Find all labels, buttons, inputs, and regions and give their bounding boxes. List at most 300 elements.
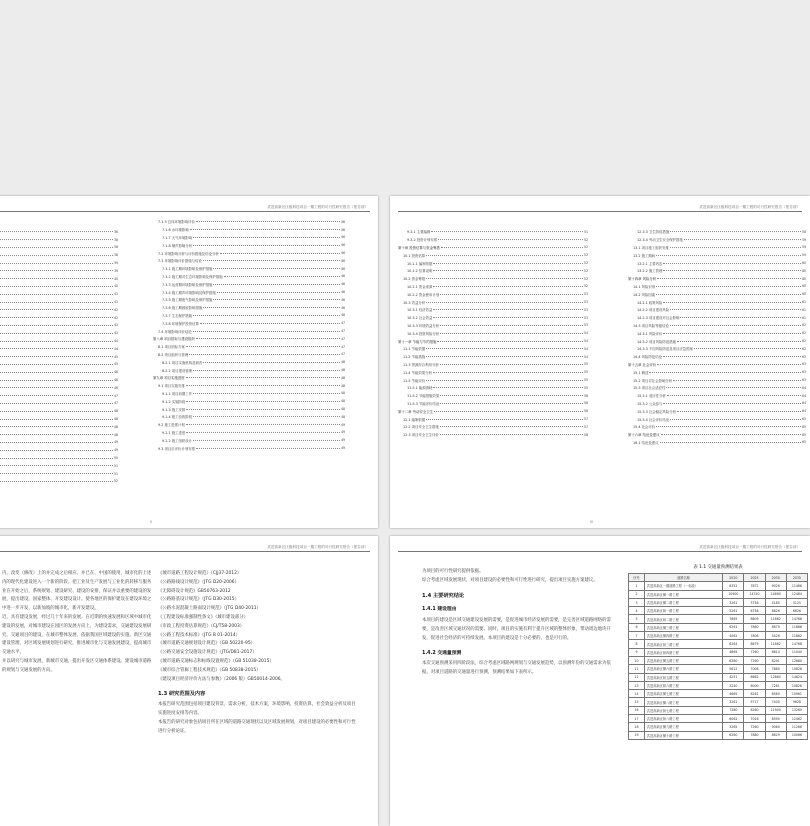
toc-entry-page: 60: [801, 276, 806, 281]
table-cell: 4: [629, 607, 645, 615]
toc-leader-dots: [663, 332, 801, 334]
toc-entry-page: 48: [113, 432, 118, 437]
toc-leader-dots: [440, 293, 583, 295]
toc-entry: [0, 306, 118, 314]
toc-entry: [0, 439, 118, 447]
toc-entry: [0, 470, 118, 478]
toc-entry: [153, 436, 345, 444]
toc-entry-page: 48: [113, 409, 118, 414]
toc-leader-dots: [0, 418, 113, 420]
toc-entry: [398, 259, 588, 267]
toc-entry: [0, 267, 118, 275]
toc-entry-page: 47: [340, 321, 345, 326]
toc-entry: [153, 374, 345, 382]
table-cell: 武进高新区横二路工程: [644, 598, 722, 606]
toc-entry-title: 11.5.2 节能措施效果: [407, 394, 440, 399]
toc-entry-page: 56: [583, 409, 588, 414]
table-cell: 3261: [723, 698, 744, 706]
toc-entry-title: 14.2 风险因素: [633, 292, 656, 297]
header-divider: [0, 211, 370, 212]
table-row: [629, 715, 808, 723]
toc-leader-dots: [0, 238, 113, 240]
toc-entry: [153, 257, 345, 265]
toc-entry-title: 7.3.5 施工期废气影响及保护措施: [162, 298, 213, 303]
toc-entry-page: 59: [801, 237, 806, 242]
toc-entry: [153, 280, 345, 288]
toc-entry-page: 61: [801, 307, 806, 312]
toc-entry: [398, 244, 588, 252]
toc-entry: [0, 431, 118, 439]
table-cell: 11466: [786, 582, 807, 590]
table-row: [629, 665, 808, 673]
toc-leader-dots: [433, 262, 583, 264]
toc-entry: [398, 251, 588, 259]
toc-entry: [628, 228, 806, 236]
table-row: [629, 673, 808, 681]
toc-leader-dots: [433, 308, 583, 310]
toc-entry-page: 63: [801, 378, 806, 383]
toc-entry-page: 59: [801, 245, 806, 250]
table-cell: 4685: [723, 690, 744, 698]
toc-entry: [0, 446, 118, 454]
toc-entry: [628, 275, 806, 283]
toc-entry-title: 10.3.3 环境效益分析: [407, 323, 440, 328]
table-cell: 武进高新区纵六路工程: [644, 681, 722, 689]
toc-entry: [0, 244, 118, 252]
toc-leader-dots: [193, 369, 340, 371]
table-cell: 4062: [723, 632, 744, 640]
table-cell: 武进高新区横四路工程: [644, 632, 722, 640]
toc-entry-page: 46: [340, 297, 345, 302]
table-cell: 7880: [744, 731, 765, 739]
toc-entry: [398, 275, 588, 283]
table-row: [629, 640, 808, 648]
table-row: [629, 623, 808, 631]
reference-item: 《城市道路工程设计规范》（CJJ37-2012）: [158, 571, 242, 576]
table-cell: 武进高新区纵三路工程: [644, 640, 722, 648]
table-cell: 武进高新区纵二路工程: [644, 615, 722, 623]
table-cell: 12: [629, 673, 645, 681]
toc-entry-page: 52: [583, 276, 588, 281]
toc-entry-title: 15.3.4 社会评价结论: [637, 417, 670, 422]
toc-entry-title: 12.3 项目安全卫生评价: [403, 433, 439, 438]
table-row: [629, 607, 808, 615]
toc-leader-dots: [663, 301, 801, 303]
toc-entry-title: 13.2 施工期间: [633, 253, 656, 258]
table-row: [629, 706, 808, 714]
toc-entry: [153, 429, 345, 437]
table-cell: 9: [629, 648, 645, 656]
toc-entry: [398, 322, 588, 330]
toc-leader-dots: [193, 392, 340, 394]
table-cell: 9060: [765, 723, 786, 731]
table-cell: 7261: [765, 681, 786, 689]
toc-leader-dots: [0, 332, 113, 334]
toc-entry-page: 50: [113, 456, 118, 460]
toc-entry: [628, 259, 806, 267]
toc-entry-page: 52: [583, 268, 588, 273]
toc-entry-page: 62: [801, 346, 806, 351]
toc-entry-title: 10.1.1 编制依据: [407, 261, 433, 266]
toc-leader-dots: [656, 425, 801, 427]
table-cell: 6826: [765, 607, 786, 615]
toc-entry: [398, 400, 588, 408]
table-cell: 17: [629, 715, 645, 723]
toc-entry: [153, 234, 345, 242]
table-cell: 武进高新区横五路工程: [644, 656, 722, 664]
toc-leader-dots: [213, 283, 340, 285]
toc-entry: [0, 353, 118, 361]
toc-leader-dots: [0, 433, 113, 435]
reference-item: 《建设项目经济评价方法与参数》（2006 版）GB50014-2006。: [158, 676, 285, 682]
table-cell: 5: [629, 615, 645, 623]
toc-entry-page: 54: [583, 331, 588, 336]
table-cell: 6260: [723, 731, 744, 739]
toc-entry: [0, 329, 118, 337]
toc-entry-title: 第十五章 社会评价: [628, 362, 657, 367]
table-cell: 7290: [744, 656, 765, 664]
toc-entry-page: 60: [801, 284, 806, 289]
toc-entry-page: 48: [340, 407, 345, 412]
toc-leader-dots: [186, 345, 340, 347]
table-cell: 10900: [723, 590, 744, 598]
table-cell: 7260: [744, 648, 765, 656]
toc-entry-page: 46: [340, 282, 345, 287]
toc-entry-page: 62: [801, 323, 806, 328]
toc-entry-title: 11.3 资源综合利用分析: [403, 362, 439, 367]
toc-entry-title: 7.3.6 施工期固废影响措施: [162, 306, 203, 311]
toc-entry-title: 第十六章 结论及建议: [628, 433, 660, 438]
toc-entry-title: 12.3.4 劳动卫生安全保护措施: [637, 238, 683, 243]
toc-entry-page: 64: [801, 401, 806, 406]
toc-entry-page: 44: [113, 339, 118, 344]
toc-entry: [398, 267, 588, 275]
toc-entry-title: 14.2.3 项目建设对社会影响: [637, 316, 680, 321]
table-header-cell: 2020: [723, 574, 744, 582]
toc-entry-title: 9.1.4 竣工验收阶段: [162, 415, 193, 420]
toc-entry-page: 45: [113, 354, 118, 359]
toc-entry-page: 47: [113, 393, 118, 398]
toc-leader-dots: [440, 425, 583, 427]
table-cell: 6756: [744, 607, 765, 615]
body-paragraph: 本报告的研究对象包括项目所在区域的道路交通现状以及区域发展规划，对项目建设的必要性和可行性进行分析论证。: [158, 719, 356, 734]
table-cell: 5125: [786, 598, 807, 606]
toc-entry: [628, 236, 806, 244]
toc-entry: [398, 392, 588, 400]
toc-entry: [628, 376, 806, 384]
toc-entry-page: 46: [340, 251, 345, 256]
toc-entry: [628, 251, 806, 259]
table-header-row: [629, 574, 808, 582]
toc-leader-dots: [0, 371, 113, 373]
toc-entry: [628, 368, 806, 376]
toc-entry-page: 54: [583, 354, 588, 359]
toc-entry-title: 14.2.1 政策风险: [637, 300, 663, 305]
toc-leader-dots: [0, 464, 113, 466]
toc-entry-title: 10.3.1 经济效益: [407, 308, 433, 313]
toc-leader-dots: [224, 275, 340, 277]
toc-entry: [398, 415, 588, 423]
toc-leader-dots: [0, 269, 113, 271]
toc-entry-title: 14.3.3 不同风险防范及项目应急预案: [637, 347, 693, 352]
table-cell: 12860: [765, 673, 786, 681]
toc-entry-title: 第九章 项目实施进度: [153, 376, 185, 381]
toc-entry: [0, 345, 118, 353]
toc-leader-dots: [193, 330, 340, 332]
toc-leader-dots: [0, 308, 113, 310]
toc-leader-dots: [0, 293, 113, 295]
toc-leader-dots: [677, 340, 801, 342]
toc-entry-title: 15.3.1 适应性分析: [637, 394, 666, 399]
reference-item: 《公路路基设计规范》（JTG D30-2015）: [158, 597, 239, 603]
toc-entry-page: 36: [113, 229, 118, 234]
toc-leader-dots: [0, 316, 113, 318]
toc-leader-dots: [0, 277, 113, 279]
table-cell: 14624: [786, 673, 807, 681]
toc-entry-page: 62: [801, 331, 806, 336]
toc-entry-title: 第十二章 劳动安全卫生: [398, 409, 433, 414]
toc-entry: [153, 358, 345, 366]
document-page-2: [390, 196, 810, 528]
toc-entry: [398, 353, 588, 361]
toc-entry-page: 48: [340, 360, 345, 365]
toc-entry-page: 65: [801, 432, 806, 437]
toc-entry-title: 7.1.5 总体环境影响评价: [158, 220, 195, 225]
table-cell: 武进高新区纵一路工程: [644, 607, 722, 615]
toc-leader-dots: [196, 447, 340, 449]
table-cell: 11900: [765, 706, 786, 714]
table-cell: 11266: [786, 723, 807, 731]
toc-entry-page: 54: [583, 346, 588, 351]
toc-entry: [398, 376, 588, 384]
toc-entry-page: 52: [583, 284, 588, 289]
toc-leader-dots: [426, 379, 583, 381]
toc-entry: [628, 314, 806, 322]
toc-entry: [153, 296, 345, 304]
table-cell: 3265: [723, 723, 744, 731]
toc-entry: [0, 361, 118, 369]
toc-leader-dots: [433, 269, 583, 271]
toc-entry-title: 9.1.3 施工安排: [162, 407, 186, 412]
toc-entry-page: 49: [340, 430, 345, 435]
toc-entry-page: 51: [113, 463, 118, 468]
toc-entry-page: 55: [583, 370, 588, 375]
toc-entry: [153, 312, 345, 320]
toc-leader-dots: [680, 316, 801, 318]
toc-entry: [628, 322, 806, 330]
table-cell: 11866: [786, 623, 807, 631]
toc-entry-page: 58: [801, 229, 806, 234]
toc-entry: [0, 462, 118, 470]
toc-entry-page: 48: [340, 399, 345, 404]
toc-entry-title: 14.3.1 风险评价: [637, 331, 663, 336]
toc-entry: [628, 392, 806, 400]
toc-left-column: [398, 228, 588, 439]
toc-entry: [628, 415, 806, 423]
toc-entry-title: 14.3 项目风险等级结论: [633, 323, 669, 328]
toc-entry-page: 46: [340, 235, 345, 240]
table-cell: 6264: [723, 640, 744, 648]
toc-entry-page: 44: [113, 346, 118, 351]
toc-entry-title: 8.2.2 项目建设管理: [162, 368, 193, 373]
table-cell: 3261: [723, 598, 744, 606]
reference-list: [158, 570, 358, 684]
table-row: [629, 590, 808, 598]
toc-entry: [628, 244, 806, 252]
table-cell: 7865: [723, 615, 744, 623]
table-cell: 11862: [786, 632, 807, 640]
toc-entry-title: 11.5.1 能源消耗: [407, 386, 433, 391]
toc-leader-dots: [666, 386, 801, 388]
toc-leader-dots: [667, 394, 801, 396]
toc-entry: [0, 298, 118, 306]
table-cell: 3240: [723, 681, 744, 689]
body-paragraph: 本报告研究范围包括项目建设背景，需求分析，技术方案，环境影响，投资估算，社会效益分析及项目实施进度安排等内容。: [158, 702, 356, 716]
table-cell: 8590: [765, 715, 786, 723]
reference-item: 《无障碍设计规范》GB50763-2012: [158, 588, 231, 594]
toc-leader-dots: [186, 408, 340, 410]
toc-leader-dots: [437, 340, 583, 342]
toc-entry-page: 64: [801, 385, 806, 390]
toc-leader-dots: [0, 254, 113, 256]
toc-leader-dots: [0, 301, 113, 303]
toc-leader-dots: [649, 371, 801, 373]
toc-entry: [628, 361, 806, 369]
table-cell: 12462: [786, 715, 807, 723]
toc-entry-page: 52: [583, 261, 588, 266]
table-cell: 4865: [723, 648, 744, 656]
table-cell: 11: [629, 665, 645, 673]
toc-entry-page: 45: [113, 362, 118, 367]
toc-leader-dots: [186, 423, 340, 425]
table-cell: 11862: [765, 640, 786, 648]
toc-entry-page: 65: [801, 417, 806, 422]
table-cell: 武进高新区横一路工程: [644, 590, 722, 598]
body-text-right: [158, 570, 358, 736]
toc-entry: [153, 366, 345, 374]
table-cell: 6261: [723, 623, 744, 631]
toc-entry: [628, 400, 806, 408]
toc-entry-title: 15.2 项目对社会影响分析: [633, 378, 673, 383]
toc-entry: [0, 275, 118, 283]
toc-entry-page: 48: [340, 383, 345, 388]
toc-leader-dots: [0, 324, 113, 326]
table-cell: 4251: [723, 673, 744, 681]
toc-entry: [628, 267, 806, 275]
toc-entry: [153, 444, 345, 452]
toc-entry: [398, 423, 588, 431]
table-cell: 8609: [744, 615, 765, 623]
toc-entry: [0, 322, 118, 330]
toc-entry: [628, 431, 806, 439]
toc-entry-title: 10.1.2 估算说明: [407, 269, 433, 274]
toc-entry-page: 51: [583, 229, 588, 234]
toc-leader-dots: [186, 431, 340, 433]
toc-right-column: [153, 218, 345, 452]
table-cell: 14768: [786, 615, 807, 623]
toc-entry: [153, 304, 345, 312]
toc-leader-dots: [0, 472, 113, 474]
table-cell: 19: [629, 731, 645, 739]
table-row: [629, 656, 808, 664]
page-header: 武进高新区区级科技项目一期工程的可行性研究报告（报告部）: [699, 205, 800, 209]
toc-entry-page: 61: [801, 315, 806, 320]
toc-leader-dots: [189, 353, 340, 355]
toc-leader-dots: [433, 316, 583, 318]
toc-entry-page: 54: [583, 339, 588, 344]
section-body: [158, 701, 358, 736]
table-cell: 3: [629, 598, 645, 606]
table-block: [628, 564, 808, 740]
toc-leader-dots: [656, 254, 801, 256]
table-cell: 13260: [786, 706, 807, 714]
toc-leader-dots: [193, 439, 340, 441]
toc-entry: [398, 283, 588, 291]
toc-entry: [0, 228, 118, 236]
table-cell: 10: [629, 656, 645, 664]
table-cell: 5612: [723, 665, 744, 673]
toc-entry-page: 42: [113, 307, 118, 312]
toc-leader-dots: [203, 259, 340, 261]
toc-entry-page: 53: [583, 323, 588, 328]
toc-entry: [0, 415, 118, 423]
toc-entry: [153, 218, 345, 226]
toc-entry-page: 63: [801, 370, 806, 375]
reference-item: 《公路交通安全设施设计规范》（JTG/D81-2017）: [158, 650, 257, 656]
toc-leader-dots: [431, 230, 583, 232]
toc-entry: [153, 397, 345, 405]
toc-entry-title: 11.1 节能依据: [403, 347, 426, 352]
toc-leader-dots: [190, 228, 340, 230]
table-cell: 8560: [765, 690, 786, 698]
table-row: [629, 582, 808, 590]
toc-entry-title: 13.1 项目施工组织安排: [633, 245, 669, 250]
toc-entry: [398, 329, 588, 337]
toc-entry-page: 46: [340, 243, 345, 248]
page-header: 武进高新区区级科技项目一期工程的可行性研究报告（报告部）: [267, 205, 368, 209]
body-paragraph: 为项目的可行性研究提供依据。: [422, 569, 484, 574]
toc-entry-title: 7.3 环境影响评价措施与结论: [158, 259, 202, 264]
toc-entry-page: 46: [340, 290, 345, 295]
toc-entry: [398, 306, 588, 314]
table-cell: 9628: [786, 698, 807, 706]
toc-entry-title: 11.2 节能措施: [403, 355, 426, 360]
toc-entry: [398, 228, 588, 236]
toc-leader-dots: [670, 246, 801, 248]
table-cell: 14660: [765, 590, 786, 598]
reference-item: 《公路水泥混凝土路面设计规范》（JTG D40-2011）: [158, 606, 261, 612]
toc-entry: [153, 413, 345, 421]
table-cell: 7860: [744, 623, 765, 631]
table-cell: 11862: [765, 615, 786, 623]
toc-entry-page: 46: [340, 305, 345, 310]
toc-entry: [153, 421, 345, 429]
toc-leader-dots: [663, 269, 801, 271]
toc-entry: [0, 454, 118, 462]
toc-leader-dots: [657, 277, 801, 279]
table-cell: 5717: [744, 698, 765, 706]
toc-entry: [0, 478, 118, 486]
toc-leader-dots: [217, 291, 340, 293]
toc-entry: [628, 337, 806, 345]
toc-entry: [0, 423, 118, 431]
table-cell: 14740: [744, 590, 765, 598]
toc-entry: [398, 236, 588, 244]
subsection-heading: 1.4.1 建设理由: [422, 607, 457, 613]
toc-leader-dots: [0, 410, 113, 412]
toc-leader-dots: [441, 246, 583, 248]
toc-entry-title: 15.3.2 公众参与: [637, 401, 663, 406]
